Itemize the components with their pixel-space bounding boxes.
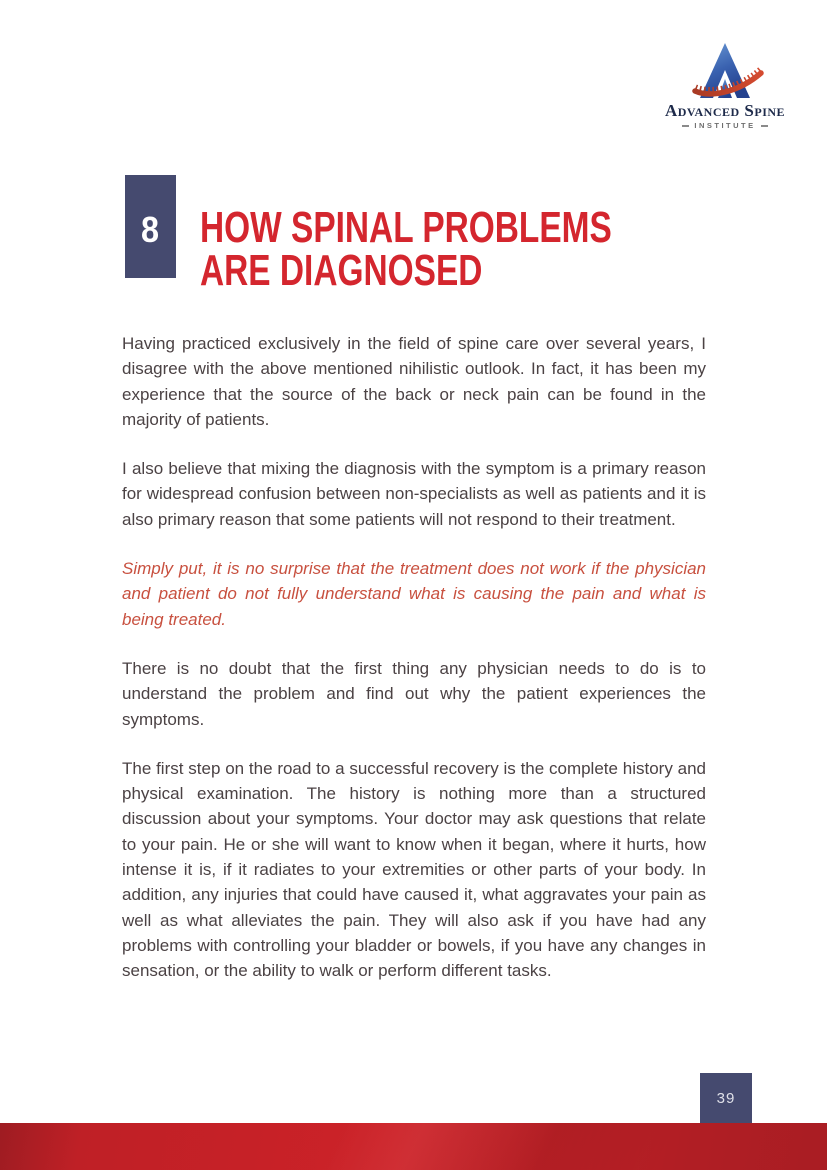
page-number: 39 — [716, 1089, 736, 1107]
paragraph-4: There is no doubt that the first thing any physician needs to do is to understand the problem and find out why the patient experiences the symptoms. — [122, 658, 706, 729]
advanced-spine-institute-logo — [660, 42, 790, 130]
paragraph-2: I also believe that mixing the diagnosis with the symptom is a primary reason for widespread confusion between non-specialists as well as patients and it is also primary reason that some patients will not respond to their treatment. — [122, 459, 706, 529]
paragraph-5: The first step on the road to a successful recovery is the complete history and physical examination. The history is nothing more than a structured discussion about your symptoms. Your doctor may ask questions that relate to your pain. He or she will want to know when it began, where it hurts, how intense it is, if it radiates to your extremities or other parts of your body. In addition, any injuries that could have caused it, what aggravates your pain as well as what alleviates the pain. They will also ask if you have had any problems with controlling your bladder or bowels, if you have any changes in sensation, or the ability to walk or perform different tasks. — [122, 758, 706, 981]
chapter-number-block — [125, 175, 176, 278]
logo-secondary-row — [682, 122, 768, 130]
body-text — [122, 331, 706, 1008]
chapter-title — [200, 203, 612, 295]
spine-a-logo-icon — [673, 42, 777, 100]
chapter-title-line2: ARE DIAGNOSED — [200, 246, 483, 295]
footer-red-bar — [0, 1123, 827, 1170]
paragraph-3-accent-italic: Simply put, it is no surprise that the treatment does not work if the physician and patient do not fully understand what is causing the pain and what is being treated. — [122, 559, 706, 629]
logo-left-rule — [682, 125, 689, 127]
chapter-number: 8 — [141, 208, 160, 250]
logo-right-rule — [761, 125, 768, 127]
chapter-title-line1: HOW SPINAL PROBLEMS — [200, 203, 612, 252]
paragraph-1: Having practiced exclusively in the field of spine care over several years, I disagree with the above mentioned nihilistic outlook. In fact, it has been my experience that the source of the back or neck pain can be found in the majority of patients. — [122, 334, 706, 429]
page-number-badge — [700, 1073, 752, 1123]
logo-secondary-text: INSTITUTE — [694, 121, 756, 130]
logo-primary-text: Advanced Spine — [664, 101, 786, 120]
